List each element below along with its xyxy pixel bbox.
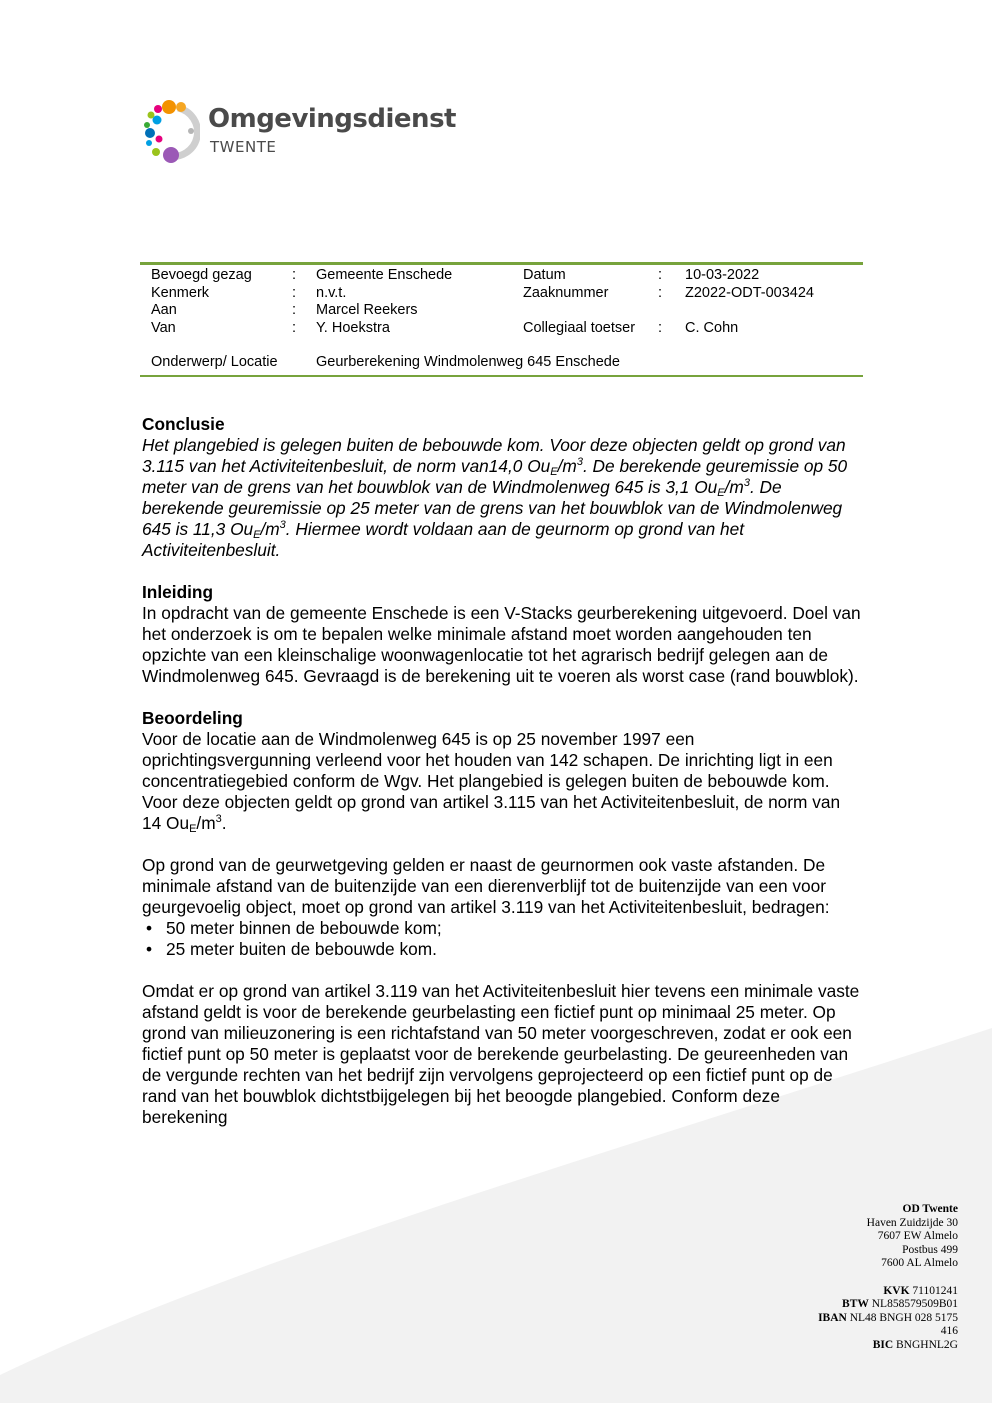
footer-address [818, 1203, 958, 1352]
beoordeling-paragraph-1 [142, 729, 862, 834]
meta-colon: : [658, 267, 663, 283]
value: 71101241 [912, 1284, 958, 1297]
meta-label: Collegiaal toetser [523, 319, 636, 336]
meta-label: Bevoegd gezag [151, 267, 252, 283]
subscript: E [189, 823, 197, 835]
meta-value: n.v.t. [316, 284, 347, 301]
list-item: • 25 meter buiten de bebouwde kom. [142, 939, 862, 960]
inleiding-paragraph: In opdracht van de gemeente Enschede is een V-Stacks geurberekening uitgevoerd. Doel van het onderzoek is om te bepalen welke minimale afstand moet worden aangehouden ten opzichte van een kleinschalige woonwagenlocatie tot het agrarisch bedrijf gelegen aan de Windmolenweg 645. Gevraagd is de berekening uit te voeren als worst case (rand bouwblok). [142, 603, 861, 686]
footer-org [818, 1203, 958, 1217]
value: BNGHNL2G [896, 1338, 958, 1351]
meta-colon: : [292, 302, 297, 318]
list-item: • 50 meter binnen de bebouwde kom; [142, 918, 862, 939]
bullet-list [142, 918, 862, 960]
text: . Hiermee wordt voldaan aan de geurnorm op grond van het Activiteitenbesluit. [142, 519, 745, 560]
logo-icon [138, 98, 200, 166]
logo [138, 98, 456, 168]
meta-colon: : [292, 267, 297, 283]
meta-value: Z2022-ODT-003424 [685, 284, 814, 301]
meta-colon: : [658, 319, 663, 336]
label: BTW [842, 1298, 869, 1310]
meta-label: Van [151, 319, 176, 336]
subscript: E [253, 529, 261, 541]
text: . De berekende geuremissie op 50 meter van de grens van het bouwblok van de Windmolenweg 645 is 3,1 Ou [142, 456, 848, 497]
text: Het plangebied is gelegen buiten de bebouwde kom. Voor deze objecten geldt op grond van 3.115 van het Activiteitenbesluit, de norm van14,0 Ou [142, 435, 846, 476]
beoordeling-paragraph-3: Omdat er op grond van artikel 3.119 van het Activiteitenbesluit hier tevens een minimale vaste afstand geldt is voor de berekende geurbelasting een fictief punt op minimaal 25 meter. Op grond van milieuzonering is een richtafstand van 50 meter voorgeschreven, zodat er ook een fictief punt op 50 meter is geplaatst voor de berekende geurbelasting. De geureenheden van de vergunde rechten van het bedrijf zijn vervolgens geprojecteerd op een fictief punt op de rand van het bouwblok dichtstbijgelegen bij het beoogde plangebied. Conform deze berekening [142, 981, 860, 1127]
org-name: OD Twente [902, 1203, 958, 1215]
meta-subject-row [140, 354, 863, 372]
meta-label: Datum [523, 267, 566, 283]
logo-subtitle: TWENTE [210, 138, 277, 156]
section-heading-beoordeling: Beoordeling [142, 708, 243, 728]
text: . De berekende geuremissie op 25 meter van de grens van het bouwblok van de Windmolenweg 645 is 11,3 Ou [142, 477, 843, 539]
footer-address-line: Haven Zuidzijde 30 [866, 1216, 958, 1229]
logo-name: Omgevingsdienst [208, 104, 456, 134]
subscript: E [550, 466, 558, 478]
meta-label: Kenmerk [151, 284, 210, 301]
meta-value: C. Cohn [685, 319, 739, 336]
footer-btw [818, 1298, 958, 1312]
text: /m [557, 456, 577, 476]
meta-value: 10-03-2022 [685, 267, 760, 283]
superscript: 3 [576, 456, 583, 468]
meta-label: Zaaknummer [523, 284, 609, 301]
meta-row [140, 302, 863, 320]
label: BIC [872, 1338, 894, 1351]
value: NL48 BNGH 028 5175 [849, 1311, 958, 1324]
conclusie-paragraph [142, 435, 862, 561]
meta-value: Geurberekening Windmolenweg 645 Enschede [316, 354, 620, 370]
footer-bic [818, 1339, 958, 1353]
section-heading-conclusie: Conclusie [142, 414, 225, 434]
footer-iban-cont: 416 [940, 1325, 958, 1337]
subscript: E [717, 487, 725, 499]
meta-label: Aan [151, 302, 177, 318]
beoordeling-paragraph-2: Op grond van de geurwetgeving gelden er naast de geurnormen ook vaste afstanden. De minimale afstand van de buitenzijde van een dierenverblijf tot de buitenzijde van een voor geurgevoelig object, moet op grond van artikel 3.119 van het Activiteitenbesluit, bedragen: [142, 855, 830, 917]
footer-address-line: 7607 EW Almelo [877, 1230, 958, 1242]
text: . [221, 813, 227, 833]
meta-colon: : [292, 284, 297, 301]
label: KVK [883, 1284, 910, 1297]
document-body [142, 414, 862, 1128]
meta-value: Gemeente Enschede [316, 267, 453, 283]
footer-iban [818, 1312, 958, 1326]
text: /m [724, 477, 744, 497]
label: IBAN [818, 1311, 847, 1324]
meta-label: Onderwerp/ Locatie [151, 354, 278, 370]
text: /m [260, 519, 280, 539]
footer-kvk [818, 1285, 958, 1299]
section-heading-inleiding: Inleiding [142, 582, 214, 602]
meta-row [140, 320, 863, 338]
superscript: 3 [215, 813, 222, 825]
footer-address-line: Postbus 499 [902, 1243, 958, 1256]
meta-row [140, 285, 863, 303]
superscript: 3 [743, 477, 750, 489]
meta-row [140, 267, 863, 285]
value: NL858579509B01 [871, 1298, 958, 1310]
text: Voor de locatie aan de Windmolenweg 645 is op 25 november 1997 een oprichtingsvergunning verleend voor het houden van 142 schapen. De inrichting ligt in een concentratiegebied conform de Wgv. Het plangebied is gelegen buiten de bebouwde kom. Voor deze objecten geldt op grond van artikel 3.115 van het Activiteitenbesluit, de norm van 14 Ou [142, 729, 841, 833]
meta-value: Marcel Reekers [316, 302, 418, 318]
meta-colon: : [658, 284, 663, 301]
meta-value: Y. Hoekstra [316, 319, 390, 336]
meta-colon: : [292, 319, 297, 336]
metadata-table [140, 262, 863, 377]
text: /m [196, 813, 216, 833]
superscript: 3 [279, 519, 286, 531]
footer-address-line: 7600 AL Almelo [881, 1257, 958, 1269]
